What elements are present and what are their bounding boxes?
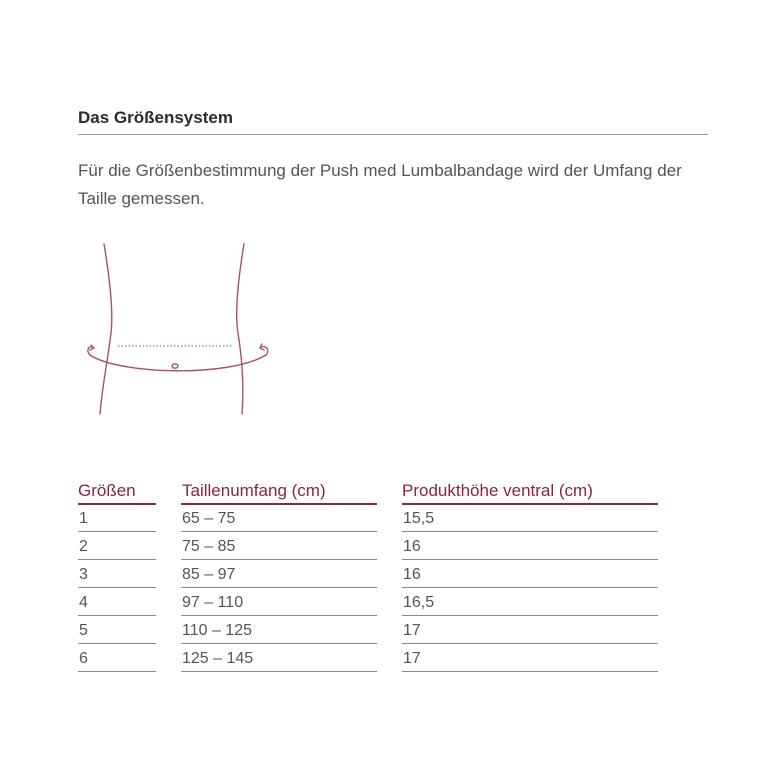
- header-rule-produkthoehe: [402, 503, 658, 505]
- row-divider: [78, 531, 156, 532]
- header-produkthoehe: Produkthöhe ventral (cm): [402, 481, 593, 500]
- cell-groesse: 4: [79, 594, 88, 611]
- row-divider: [402, 671, 658, 672]
- row-divider: [78, 615, 156, 616]
- waist-measurement-figure: [78, 238, 278, 423]
- cell-groesse: 5: [79, 622, 88, 639]
- row-divider: [181, 531, 377, 532]
- row-divider: [181, 587, 377, 588]
- intro-text: Für die Größenbestimmung der Push med Lumbalbandage wird der Umfang der Taille gemessen.: [78, 161, 682, 208]
- row-divider: [402, 587, 658, 588]
- row-divider: [181, 615, 377, 616]
- cell-taillenumfang: 85 – 97: [182, 566, 236, 583]
- row-divider: [78, 587, 156, 588]
- row-divider: [402, 615, 658, 616]
- row-divider: [402, 559, 658, 560]
- row-divider: [402, 643, 658, 644]
- cell-taillenumfang: 110 – 125: [182, 622, 252, 639]
- cell-produkthoehe: 17: [403, 650, 421, 667]
- cell-groesse: 3: [79, 566, 88, 583]
- row-divider: [181, 671, 377, 672]
- cell-taillenumfang: 97 – 110: [182, 594, 244, 611]
- cell-taillenumfang: 125 – 145: [182, 650, 254, 667]
- row-divider: [402, 531, 658, 532]
- row-divider: [78, 671, 156, 672]
- cell-groesse: 1: [79, 510, 88, 527]
- header-rule-taillenumfang: [181, 503, 377, 505]
- row-divider: [181, 559, 377, 560]
- row-divider: [78, 643, 156, 644]
- cell-groesse: 6: [79, 650, 88, 667]
- cell-produkthoehe: 17: [403, 622, 421, 639]
- cell-produkthoehe: 16: [403, 538, 421, 555]
- section-heading: Das Größensystem: [78, 108, 233, 127]
- heading-divider: [78, 134, 708, 135]
- cell-groesse: 2: [79, 538, 88, 555]
- row-divider: [181, 643, 377, 644]
- header-taillenumfang: Taillenumfang (cm): [182, 481, 326, 500]
- header-groessen: Größen: [78, 481, 136, 500]
- cell-taillenumfang: 65 – 75: [182, 510, 236, 527]
- cell-taillenumfang: 75 – 85: [182, 538, 236, 555]
- row-divider: [78, 559, 156, 560]
- cell-produkthoehe: 16: [403, 566, 421, 583]
- torso-icon: [78, 238, 278, 423]
- cell-produkthoehe: 15,5: [403, 510, 435, 527]
- cell-produkthoehe: 16,5: [403, 594, 435, 611]
- header-rule-groessen: [78, 503, 156, 505]
